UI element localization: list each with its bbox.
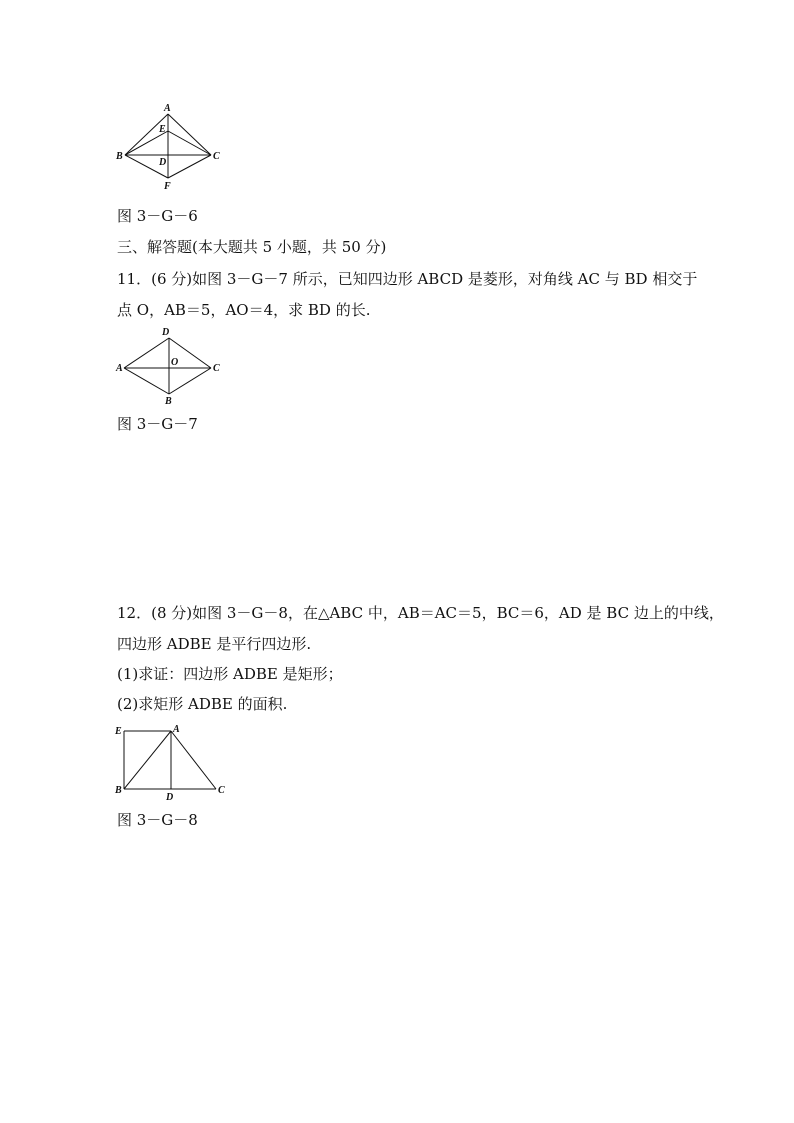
figure-3g7-caption: 图 3－G－7: [117, 415, 198, 433]
figure-3g8-caption: 图 3－G－8: [117, 811, 198, 829]
segment-AD: [124, 338, 169, 368]
point-label-A: A: [116, 363, 123, 374]
figure-3g7-diagram: [114, 324, 226, 408]
point-label-F: F: [164, 181, 171, 192]
point-label-C: C: [213, 363, 220, 374]
point-label-C: C: [213, 151, 220, 162]
question-12-line-2: 四边形 ADBE 是平行四边形.: [117, 635, 312, 653]
question-12-part-1: (1)求证：四边形 ADBE 是矩形；: [117, 665, 343, 683]
point-label-D: D: [159, 157, 167, 168]
point-label-D: D: [166, 792, 174, 803]
point-label-C: C: [218, 785, 225, 796]
figure-3g6-caption: 图 3－G－6: [117, 207, 198, 225]
point-label-B: B: [116, 151, 123, 162]
segment-AC: [171, 731, 216, 789]
segment-BA: [124, 368, 169, 394]
question-12-part-2: (2)求矩形 ADBE 的面积.: [117, 695, 288, 713]
section-heading: 三、解答题(本大题共 5 小题，共 50 分): [117, 238, 387, 256]
figure-3g6-diagram: [114, 104, 226, 192]
point-label-E: E: [159, 124, 166, 135]
question-12-line-1: 12．(8 分)如图 3－G－8，在△ABC 中，AB＝AC＝5，BC＝6，AD 是 BC 边上的中线，: [117, 604, 724, 622]
point-label-E: E: [115, 726, 122, 737]
figure-3g8-diagram: [114, 720, 230, 804]
segment-CB: [169, 368, 211, 394]
question-11-line-1: 11．(6 分)如图 3－G－7 所示，已知四边形 ABCD 是菱形，对角线 AC 与 BD 相交于: [117, 270, 698, 288]
point-label-O: O: [171, 357, 179, 368]
point-label-D: D: [162, 327, 170, 338]
segment-AB: [124, 731, 171, 789]
segment-CF: [168, 155, 211, 178]
point-label-A: A: [173, 724, 180, 735]
question-11-line-2: 点 O，AB＝5，AO＝4，求 BD 的长.: [117, 301, 371, 319]
point-label-B: B: [115, 785, 122, 796]
point-label-B: B: [165, 396, 172, 407]
point-label-A: A: [164, 103, 171, 114]
